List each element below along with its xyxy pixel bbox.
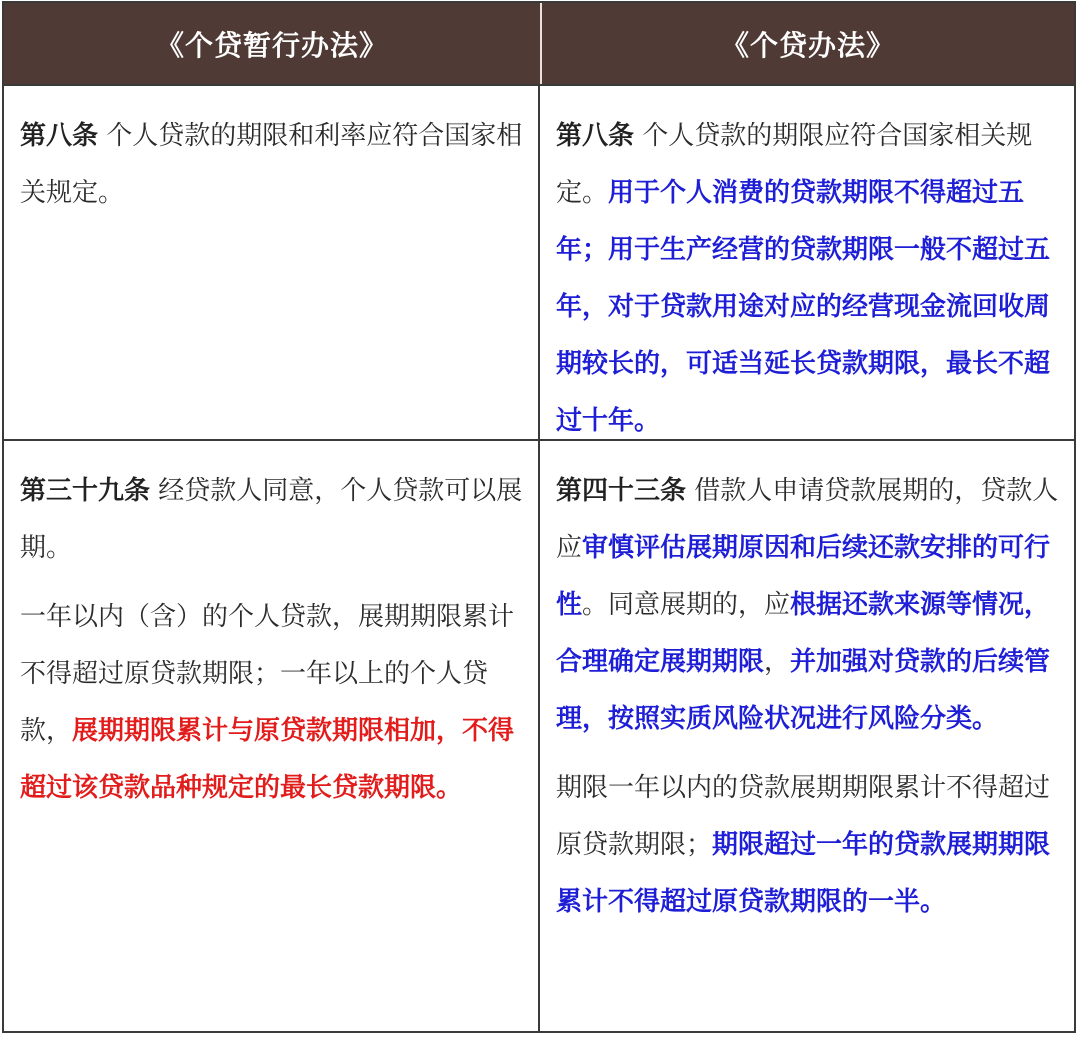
table-row xyxy=(4,439,1074,1031)
blue-highlight: 根据还款来源等情况，合理确定展期期限 xyxy=(556,590,1051,677)
article-text: 经贷款人同意，个人贷款可以展期。 xyxy=(20,476,523,563)
article-number: 第三十九条 xyxy=(20,476,151,506)
article-number: 第八条 xyxy=(20,121,99,151)
row2-left-cell xyxy=(4,441,540,1031)
table-header xyxy=(4,3,1074,84)
row1-left-cell xyxy=(4,86,540,439)
blue-highlight: 审慎评估展期原因和后续还款安排的可行性 xyxy=(556,533,1051,620)
article-text: ， xyxy=(764,647,791,677)
comparison-table xyxy=(2,1,1076,1033)
article-text: 一年以内（含）的个人贷款，展期期限累计不得超过原贷款期限；一年以上的个人贷款， xyxy=(20,602,515,746)
article-number: 第八条 xyxy=(556,121,635,151)
row1-right-cell xyxy=(540,86,1074,439)
article-number: 第四十三条 xyxy=(556,476,687,506)
header-right-title: 《个贷办法》 xyxy=(720,28,895,62)
article-text: 个人贷款的期限应符合国家相关规定。 xyxy=(556,121,1033,208)
blue-highlight: 并加强对贷款的后续管理，按照实质风险状况进行风险分类。 xyxy=(556,647,1051,734)
article-text: 个人贷款的期限和利率应符合国家相关规定。 xyxy=(20,121,523,208)
row2-right-cell xyxy=(540,441,1074,1031)
article-text: 借款人申请贷款展期的，贷款人应 xyxy=(556,476,1059,563)
table-row xyxy=(4,84,1074,439)
article-text: 。同意展期的，应 xyxy=(582,590,791,620)
red-highlight: 展期期限累计与原贷款期限相加，不得超过该贷款品种规定的最长贷款期限。 xyxy=(20,716,515,803)
blue-highlight: 用于个人消费的贷款期限不得超过五年；用于生产经营的贷款期限一般不超过五年，对于贷款用途对应的经营现金流回收周期较长的，可适当延长贷款期限，最长不超过十年。 xyxy=(556,178,1051,436)
blue-highlight: 期限超过一年的贷款展期期限累计不得超过原贷款期限的一半。 xyxy=(556,830,1051,917)
header-left-title: 《个贷暂行办法》 xyxy=(4,3,542,84)
article-text: 期限一年以内的贷款展期期限累计不得超过原贷款期限； xyxy=(556,773,1051,860)
